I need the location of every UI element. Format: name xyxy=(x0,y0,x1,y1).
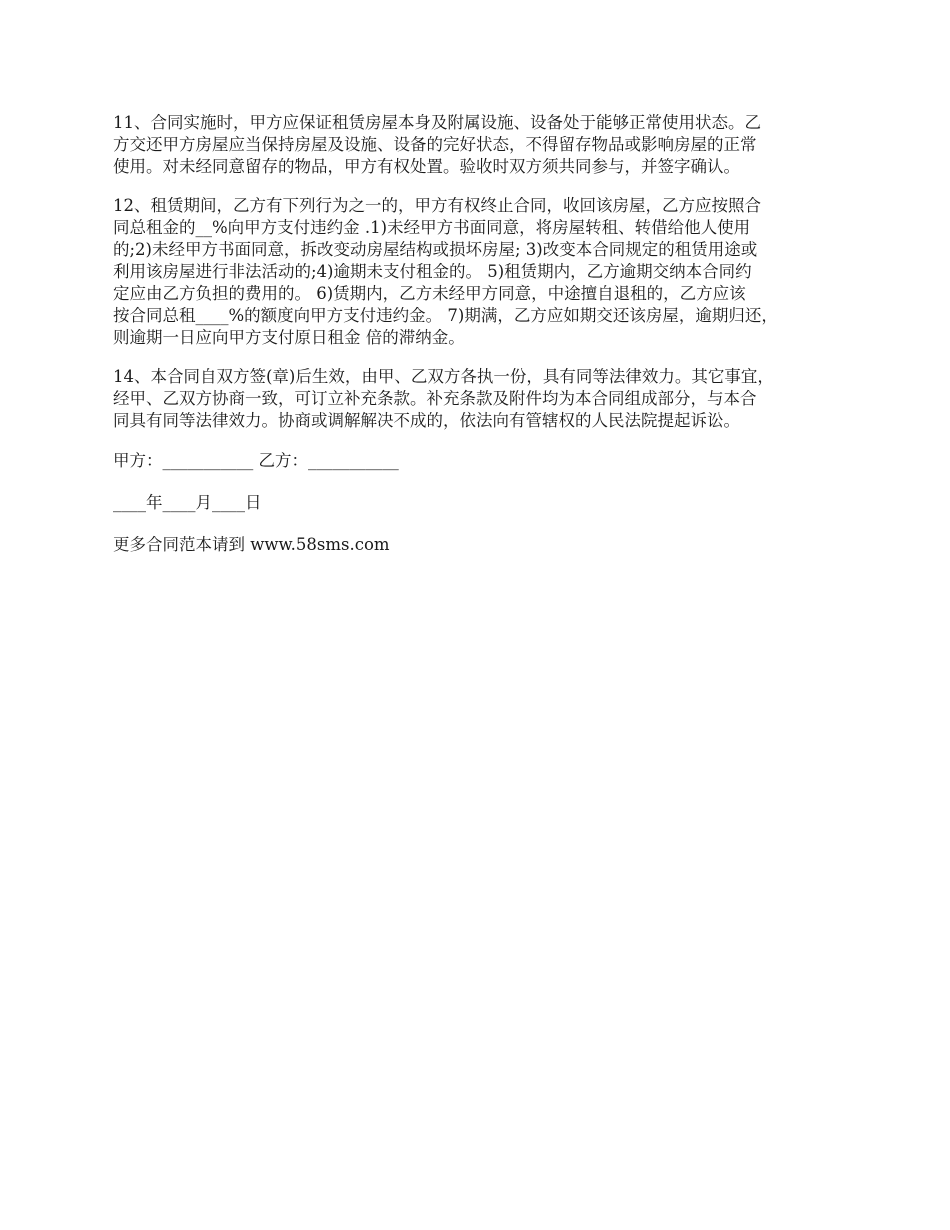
clause-14 xyxy=(113,366,843,432)
contract-page xyxy=(113,112,843,556)
signature-line: 甲方：___________ 乙方：___________ xyxy=(113,451,399,470)
clause-14-line: 经甲、乙双方协商一致，可订立补充条款。补充条款及附件均为本合同组成部分，与本合 xyxy=(113,389,757,408)
clause-14-line: 14、本合同自双方签(章)后生效，由甲、乙双方各执一份，具有同等法律效力。其它事宜， xyxy=(113,367,774,386)
clause-12-line: 则逾期一日应向甲方支付原日租金 倍的滞纳金。 xyxy=(113,328,465,347)
clause-12-line: 利用该房屋进行非法活动的;4)逾期未支付租金的。 5)租赁期内，乙方逾期交纳本合同约 xyxy=(113,262,752,281)
clause-12-line: 的;2)未经甲方书面同意，拆改变动房屋结构或损坏房屋; 3)改变本合同规定的租赁用途或 xyxy=(113,240,758,259)
clause-11 xyxy=(113,112,843,178)
clause-12-line: 12、租赁期间，乙方有下列行为之一的，甲方有权终止合同，收回该房屋，乙方应按照合 xyxy=(113,196,761,215)
footer-note: 更多合同范本请到 www.58sms.com xyxy=(113,535,390,554)
clause-12-line: 定应由乙方负担的费用的。 6)赁期内，乙方未经甲方同意，中途擅自退租的，乙方应该 xyxy=(113,284,746,303)
clause-11-line: 使用。对未经同意留存的物品，甲方有权处置。验收时双方须共同参与，并签字确认。 xyxy=(113,157,740,176)
clause-12-line: 同总租金的__%向甲方支付违约金 .1)未经甲方书面同意，将房屋转租、转借给他人使用 xyxy=(113,218,751,237)
date-line: ____年____月____日 xyxy=(113,493,262,512)
clause-12-line: 按合同总租____%的额度向甲方支付违约金。 7)期满，乙方应如期交还该房屋，逾期归还， xyxy=(113,306,778,325)
clause-11-line: 11、合同实施时，甲方应保证租赁房屋本身及附属设施、设备处于能够正常使用状态。乙 xyxy=(113,113,761,132)
clause-14-line: 同具有同等法律效力。协商或调解解决不成的，依法向有管辖权的人民法院提起诉讼。 xyxy=(113,411,740,430)
clause-12 xyxy=(113,195,843,349)
clause-11-line: 方交还甲方房屋应当保持房屋及设施、设备的完好状态，不得留存物品或影响房屋的正常 xyxy=(113,135,757,154)
